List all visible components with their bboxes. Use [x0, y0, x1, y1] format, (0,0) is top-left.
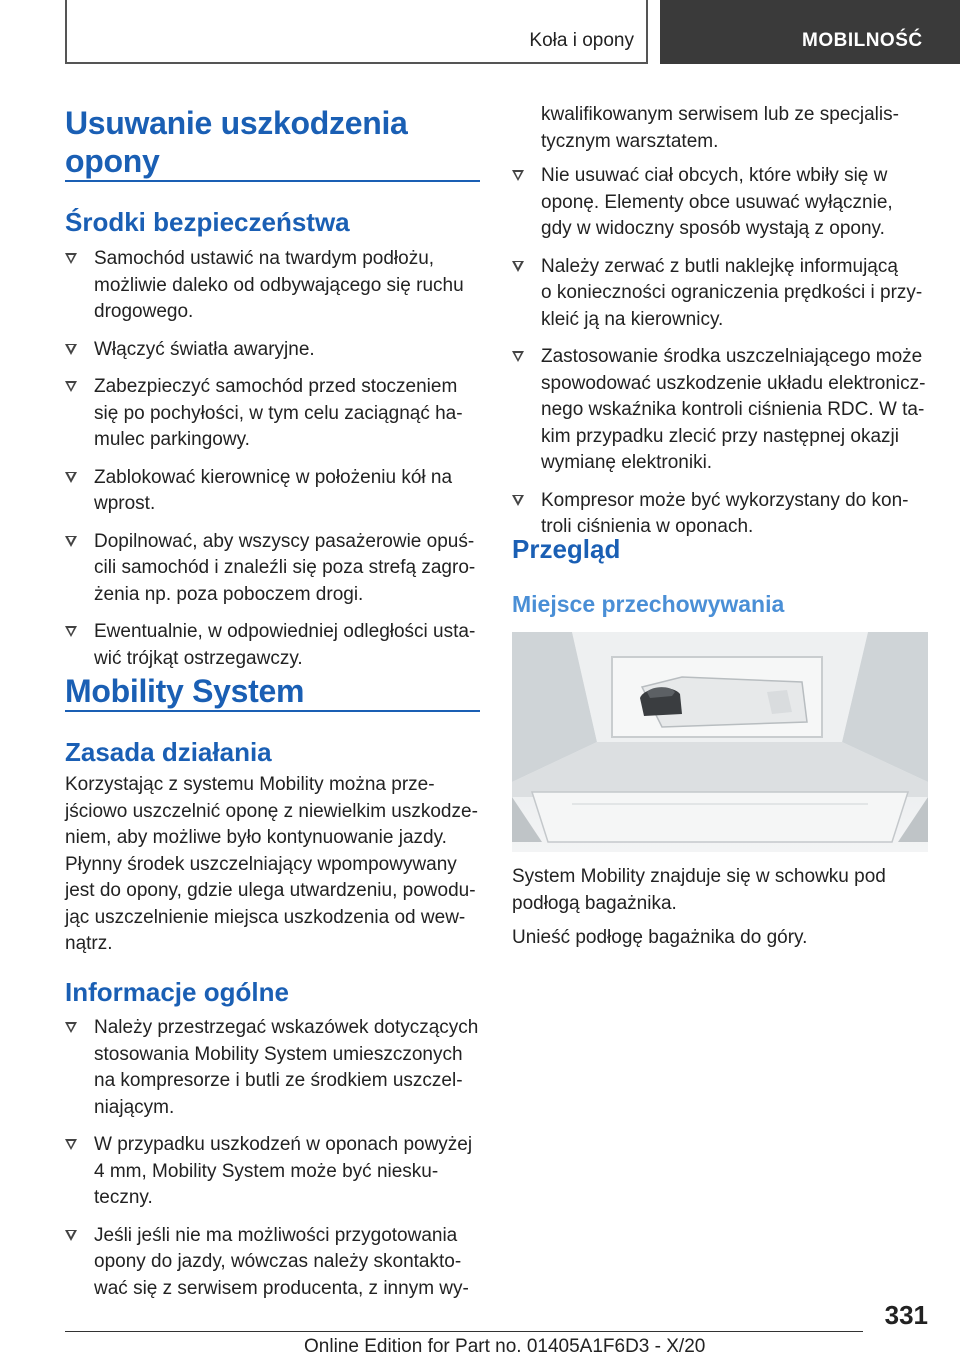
- list-item: [65, 246, 480, 326]
- list-item: [65, 337, 480, 364]
- storage-instruction: Unieść podłogę bagażnika do góry.: [512, 927, 808, 948]
- principle-line: nątrz.: [65, 933, 113, 954]
- list-item: [65, 374, 480, 454]
- list-item-line: 4 mm, Mobility System może być niesku-: [94, 1160, 439, 1182]
- list-item-line: Samochód ustawić na twardym podłożu,: [94, 248, 435, 269]
- list-item-line: Zastosowanie środka uszczelniającego może: [541, 346, 923, 367]
- list-item-line: Jeśli jeśli nie ma możliwości przygotowania: [94, 1224, 458, 1246]
- safety-list: [65, 246, 480, 683]
- list-item: [65, 1132, 480, 1212]
- general-heading: Informacje ogólne: [65, 977, 289, 1007]
- safety-heading: Środki bezpieczeństwa: [65, 207, 350, 237]
- continued-line: tycznym warsztatem.: [541, 130, 719, 152]
- bullet-triangle-icon: [65, 1022, 77, 1033]
- mobility-rule: [65, 710, 480, 712]
- list-item-line: wić trójkąt ostrzegawczy.: [94, 647, 303, 669]
- storage-paragraph: [512, 864, 932, 917]
- bullet-triangle-icon: [512, 351, 524, 362]
- list-item-line: Ewentualnie, w odpowiedniej odległości usta-: [94, 621, 476, 642]
- header-chapter-label: MOBILNOŚĆ: [802, 30, 923, 51]
- list-item-line: na kompresorze i butli ze środkiem uszczel-: [94, 1070, 463, 1091]
- list-item-line: niającym.: [94, 1096, 175, 1118]
- principle-line: jąc uszczelnienie miejsca uszkodzenia od wew-: [65, 906, 466, 928]
- right-list: [512, 163, 932, 552]
- list-item-line: możliwie daleko od odbywającego się ruchu: [94, 274, 464, 296]
- principle-line: jest do opony, gdzie ulega utwardzeniu, powodu-: [65, 880, 476, 901]
- page-title-line2: opony: [65, 143, 160, 179]
- bullet-triangle-icon: [65, 626, 77, 637]
- principle-line: jściowo uszczelnić oponę z niewielkim uszkodze-: [65, 800, 478, 822]
- list-item-line: oponę. Elementy obce usuwać wyłącznie,: [541, 191, 893, 213]
- list-item-line: Zabezpieczyć samochód przed stoczeniem: [94, 376, 458, 397]
- list-item: [512, 488, 932, 541]
- trunk-illustration: [512, 632, 928, 852]
- bullet-triangle-icon: [65, 1230, 77, 1241]
- continued-paragraph: [541, 102, 941, 155]
- list-item-line: wymianę elektroniki.: [541, 452, 713, 473]
- list-item-line: mulec parkingowy.: [94, 429, 250, 450]
- list-item-line: o konieczności ograniczenia prędkości i przy-: [541, 282, 923, 303]
- list-item-line: drogowego.: [94, 301, 194, 322]
- footer-rule: [65, 1331, 863, 1332]
- continued-line: kwalifikowanym serwisem lub ze specjalis-: [541, 104, 899, 125]
- bullet-triangle-icon: [65, 344, 77, 355]
- list-item: [65, 529, 480, 609]
- list-item: [65, 465, 480, 518]
- list-item-line: kleić ją na kierownicy.: [541, 308, 724, 330]
- list-item: [512, 344, 932, 477]
- header-section-box: [65, 0, 648, 64]
- list-item-line: opony do jazdy, wówczas należy skontakto-: [94, 1251, 462, 1272]
- list-item-line: wać się z serwisem producenta, z innym wy-: [94, 1277, 469, 1299]
- list-item-line: żenia np. poza poboczem drogi.: [94, 583, 364, 605]
- list-item-line: gdy w widoczny sposób wystają z opony.: [541, 218, 885, 239]
- list-item-line: Zablokować kierownicę w położeniu kół na: [94, 466, 453, 488]
- list-item-line: Dopilnować, aby wszyscy pasażerowie opuś-: [94, 530, 475, 552]
- trunk-floor-photo: [512, 632, 928, 852]
- header-chapter-box: [660, 0, 960, 64]
- bullet-triangle-icon: [65, 381, 77, 392]
- principle-paragraph: [65, 772, 480, 958]
- list-item: [65, 619, 480, 672]
- principle-line: niem, aby możliwe było kontynuowanie jazdy.: [65, 827, 447, 848]
- page-title-line1: Usuwanie uszkodzenia: [65, 105, 408, 141]
- list-item-line: wprost.: [94, 493, 156, 514]
- bullet-triangle-icon: [65, 1139, 77, 1150]
- bullet-triangle-icon: [512, 170, 524, 181]
- list-item-line: stosowania Mobility System umieszczonych: [94, 1043, 463, 1065]
- list-item-line: się po pochyłości, w tym celu zaciągnąć ha-: [94, 402, 463, 424]
- list-item-line: troli ciśnienia w oponach.: [541, 516, 754, 537]
- list-item-line: Nie usuwać ciał obcych, które wbiły się w: [541, 165, 888, 186]
- mobility-title: Mobility System: [65, 673, 305, 709]
- header-section-label: Koła i opony: [529, 30, 634, 51]
- list-item-line: Należy przestrzegać wskazówek dotyczących: [94, 1017, 479, 1038]
- list-item: [512, 254, 932, 334]
- list-item-line: W przypadku uszkodzeń w oponach powyżej: [94, 1134, 473, 1155]
- storage-heading: Miejsce przechowywania: [512, 591, 785, 617]
- storage-line: System Mobility znajduje się w schowku pod: [512, 866, 886, 887]
- list-item-line: spowodować uszkodzenie układu elektronicz-: [541, 372, 926, 394]
- list-item-line: cili samochód i znaleźli się poza strefą zagro-: [94, 557, 476, 578]
- bullet-triangle-icon: [65, 472, 77, 483]
- footer-edition: Online Edition for Part no. 01405A1F6D3 - X/20: [304, 1336, 706, 1357]
- list-item-line: Kompresor może być wykorzystany do kon-: [541, 489, 909, 511]
- bullet-triangle-icon: [512, 495, 524, 506]
- title-rule: [65, 180, 480, 182]
- list-item: [512, 163, 932, 243]
- list-item-line: Należy zerwać z butli naklejkę informującą: [541, 255, 898, 277]
- bullet-triangle-icon: [65, 253, 77, 264]
- overview-heading: Przegląd: [512, 534, 621, 564]
- storage-line: podłogą bagażnika.: [512, 892, 677, 914]
- principle-line: Korzystając z systemu Mobility można prze-: [65, 774, 435, 795]
- list-item: [65, 1015, 480, 1121]
- list-item-line: teczny.: [94, 1187, 153, 1208]
- bullet-triangle-icon: [512, 261, 524, 272]
- list-item-line: nego wskaźnika kontroli ciśnienia RDC. W ta-: [541, 399, 925, 420]
- principle-line: Płynny środek uszczelniający wpompowywany: [65, 853, 457, 875]
- bullet-triangle-icon: [65, 536, 77, 547]
- page-title: [65, 104, 408, 180]
- list-item: [65, 1223, 480, 1303]
- list-item-line: kim przypadku zlecić przy następnej okazji: [541, 425, 899, 447]
- list-item-line: Włączyć światła awaryjne.: [94, 338, 315, 360]
- principle-heading: Zasada działania: [65, 737, 272, 767]
- general-list: [65, 1015, 480, 1313]
- page-number: 331: [884, 1300, 928, 1330]
